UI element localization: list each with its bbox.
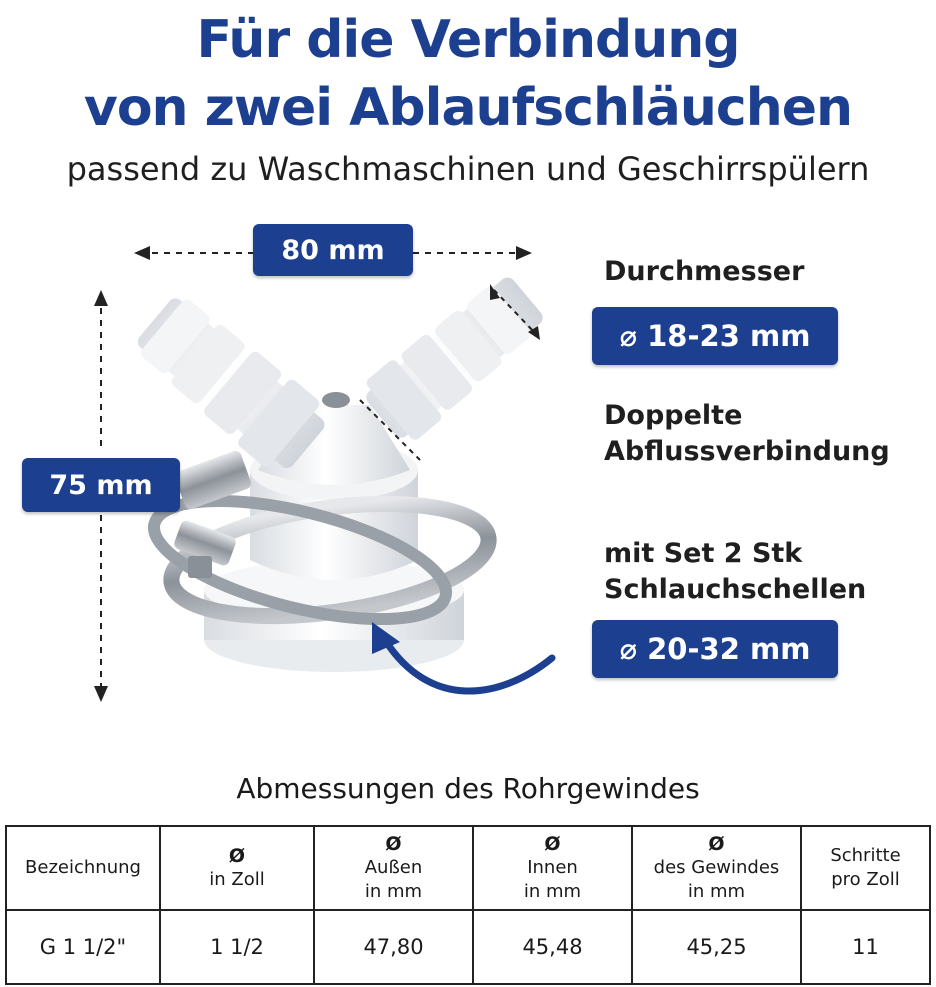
table-cell: 45,25 bbox=[632, 910, 801, 984]
double-connection-line-2: Abflussverbindung bbox=[604, 436, 890, 467]
header-cell bbox=[160, 826, 314, 910]
diameter-symbol: Ø bbox=[228, 845, 246, 867]
table-title: Abmessungen des Rohrgewindes bbox=[236, 772, 700, 805]
diameter-symbol: Ø bbox=[385, 833, 402, 855]
height-dimension-badge: 75 mm bbox=[22, 458, 180, 512]
header-line-2: in mm bbox=[523, 881, 582, 902]
double-connection-line-1: Doppelte bbox=[604, 400, 743, 431]
table-cell: 1 1/2 bbox=[160, 910, 314, 984]
table-cell: 45,48 bbox=[473, 910, 632, 984]
header-cell bbox=[6, 826, 160, 910]
header-cell bbox=[473, 826, 632, 910]
header-line-1: in Zoll bbox=[209, 869, 265, 890]
clamps-label bbox=[604, 536, 866, 608]
header-line-1: Schritte bbox=[830, 845, 901, 866]
thread-dimensions-table bbox=[5, 825, 931, 985]
diameter-symbol: Ø bbox=[708, 833, 725, 855]
header-cell bbox=[314, 826, 473, 910]
header-line-2: in mm bbox=[364, 881, 423, 902]
header-line-2: in mm bbox=[687, 881, 746, 902]
header-cell bbox=[632, 826, 801, 910]
clamps-line-2: Schlauchschellen bbox=[604, 574, 867, 605]
double-connection-label bbox=[604, 398, 890, 470]
header-cell bbox=[801, 826, 930, 910]
diameter-heading: Durchmesser bbox=[604, 256, 805, 287]
clamps-line-1: mit Set 2 Stk bbox=[604, 538, 803, 569]
table-cell: 47,80 bbox=[314, 910, 473, 984]
title-line-2: von zwei Ablaufschläuchen bbox=[83, 78, 853, 138]
header-line-1: Bezeichnung bbox=[25, 857, 141, 878]
width-dimension-badge: 80 mm bbox=[253, 224, 413, 276]
diameter-symbol: Ø bbox=[544, 833, 561, 855]
table-row bbox=[6, 910, 930, 984]
header-line-1: Innen bbox=[527, 857, 578, 878]
table-header-row bbox=[6, 826, 930, 910]
header-line-2: pro Zoll bbox=[831, 869, 900, 890]
table-cell: G 1 1/2" bbox=[6, 910, 160, 984]
clamps-badge: ⌀ 20-32 mm bbox=[592, 620, 838, 678]
table-cell: 11 bbox=[801, 910, 930, 984]
subtitle: passend zu Waschmaschinen und Geschirrspülern bbox=[66, 150, 870, 188]
header-line-1: des Gewindes bbox=[653, 857, 780, 878]
header-line-1: Außen bbox=[364, 857, 423, 878]
title-line-1: Für die Verbindung bbox=[196, 10, 740, 70]
diameter-badge: ⌀ 18-23 mm bbox=[592, 307, 838, 365]
